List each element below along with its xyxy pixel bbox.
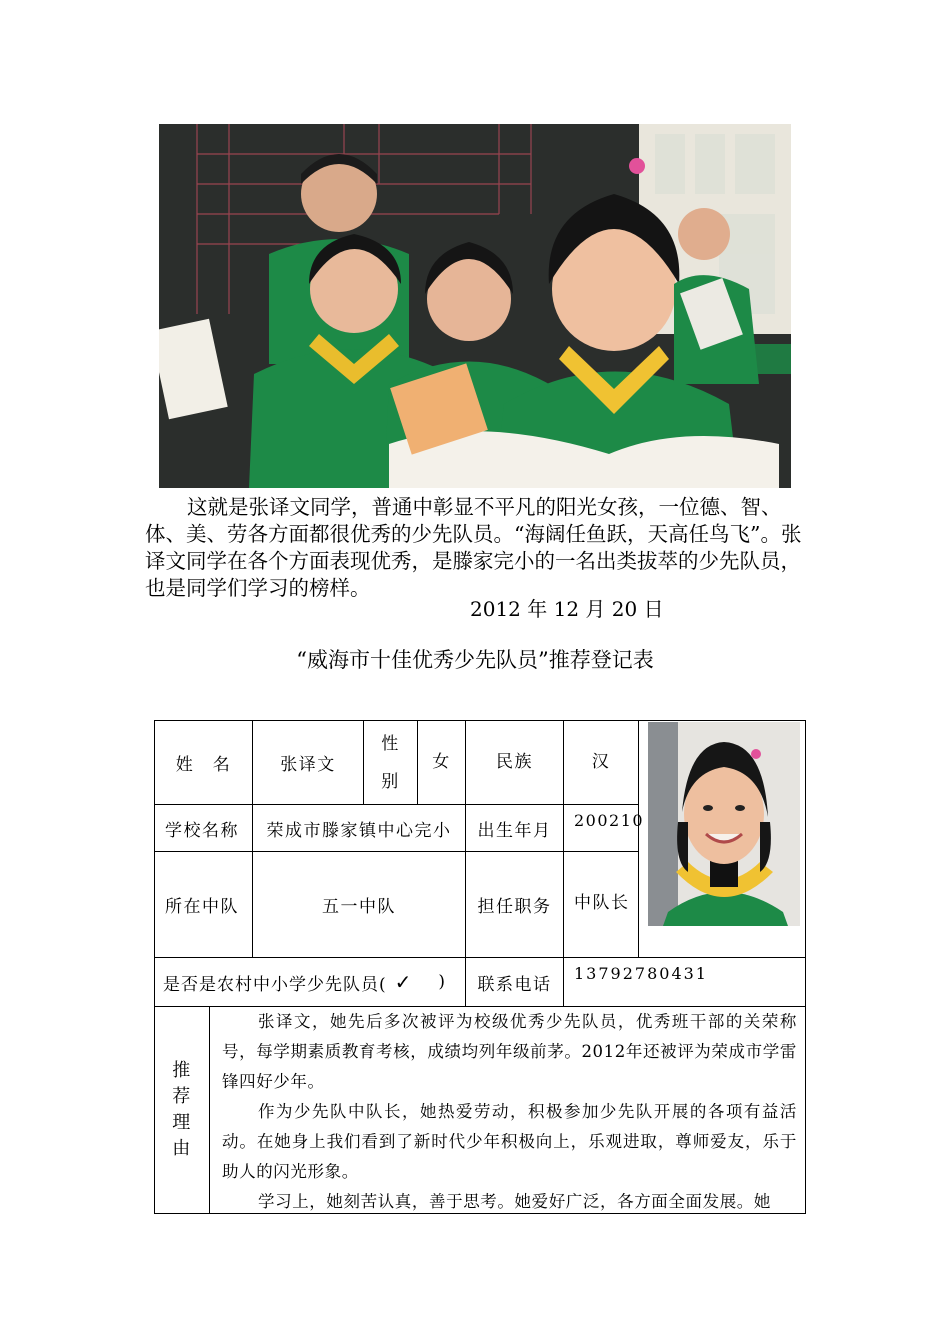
ethnicity-value-cell xyxy=(563,720,639,805)
position-label-cell xyxy=(465,851,564,958)
gender-label-bottom: 别 xyxy=(381,771,400,792)
rural-question-cell xyxy=(154,957,466,1007)
ethnicity-label: 民族 xyxy=(496,752,533,772)
gender-label-cell xyxy=(363,720,418,805)
name-label: 姓 名 xyxy=(175,755,232,775)
school-label-cell xyxy=(154,804,253,852)
phone-value: 13792780431 xyxy=(574,964,708,983)
school-label: 学校名称 xyxy=(165,820,239,841)
phone-label: 联系电话 xyxy=(477,974,552,995)
squad-label: 所在中队 xyxy=(165,897,239,917)
rural-checkmark-icon: ✓ xyxy=(394,970,413,994)
name-value-cell xyxy=(252,720,364,805)
school-value-cell xyxy=(252,804,466,852)
reason-paragraph: 张译文，她先后多次被评为校级优秀少先队员，优秀班干部的关荣称号，每学期素质教育考核，成绩均列年级前茅。2012年还被评为荣成市学雷锋四好少年。 xyxy=(222,1012,797,1091)
reason-label-char: 荐 xyxy=(172,1086,192,1107)
registration-table xyxy=(154,720,806,1214)
birth-value: 200210 xyxy=(574,811,645,830)
reason-label-cell xyxy=(154,1006,210,1214)
form-title: “威海市十佳优秀少先队员”推荐登记表 xyxy=(296,648,654,672)
gender-value-cell xyxy=(417,720,466,805)
intro-paragraph: 这就是张译文同学，普通中彰显不平凡的阳光女孩，一位德、智、体、美、劳各方面都很优秀的少先队员。“海阔任鱼跃，天高任鸟飞”。张译文同学在各个方面表现优秀，是滕家完小的一名出类拔萃的少先队员，也是同学们学习的榜样。 xyxy=(145,495,802,600)
birth-label: 出生年月 xyxy=(477,820,552,841)
squad-value-cell xyxy=(252,851,466,958)
reason-paragraph: 学习上，她刻苦认真，善于思考。她爱好广泛，各方面全面发展。她 xyxy=(258,1192,771,1211)
ethnicity-label-cell xyxy=(465,720,564,805)
position-value-cell xyxy=(563,851,639,958)
squad-label-cell xyxy=(154,851,253,958)
rural-label: 是否是农村中小学少先队员( xyxy=(163,974,387,995)
reason-label-char: 理 xyxy=(172,1112,192,1133)
phone-value-cell xyxy=(563,957,806,1007)
position-label: 担任职务 xyxy=(477,897,552,917)
name-label-cell xyxy=(154,720,253,805)
student-portrait-photo xyxy=(648,722,800,926)
reason-label-char: 由 xyxy=(172,1138,192,1159)
birth-value-cell xyxy=(563,804,645,852)
school-value: 荣成市滕家镇中心完小 xyxy=(266,820,452,841)
reason-text-cell xyxy=(209,1006,806,1214)
squad-value: 五一中队 xyxy=(322,897,396,917)
birth-label-cell xyxy=(465,804,564,852)
gender-label-top: 性 xyxy=(381,733,400,754)
reason-label-char: 推 xyxy=(172,1060,192,1081)
name-value: 张译文 xyxy=(280,755,336,775)
position-value: 中队长 xyxy=(574,893,630,913)
phone-label-cell xyxy=(465,957,564,1007)
reason-paragraph: 作为少先队中队长，她热爱劳动，积极参加少先队开展的各项有益活动。在她身上我们看到了新时代少年积极向上，乐观进取，尊师爱友，乐于助人的闪光形象。 xyxy=(222,1102,797,1181)
gender-value: 女 xyxy=(432,752,451,772)
students-reading-photo xyxy=(159,124,791,488)
rural-close-paren: ) xyxy=(438,972,447,992)
date-line: 2012 年 12 月 20 日 xyxy=(470,597,664,621)
ethnicity-value: 汉 xyxy=(591,752,611,772)
